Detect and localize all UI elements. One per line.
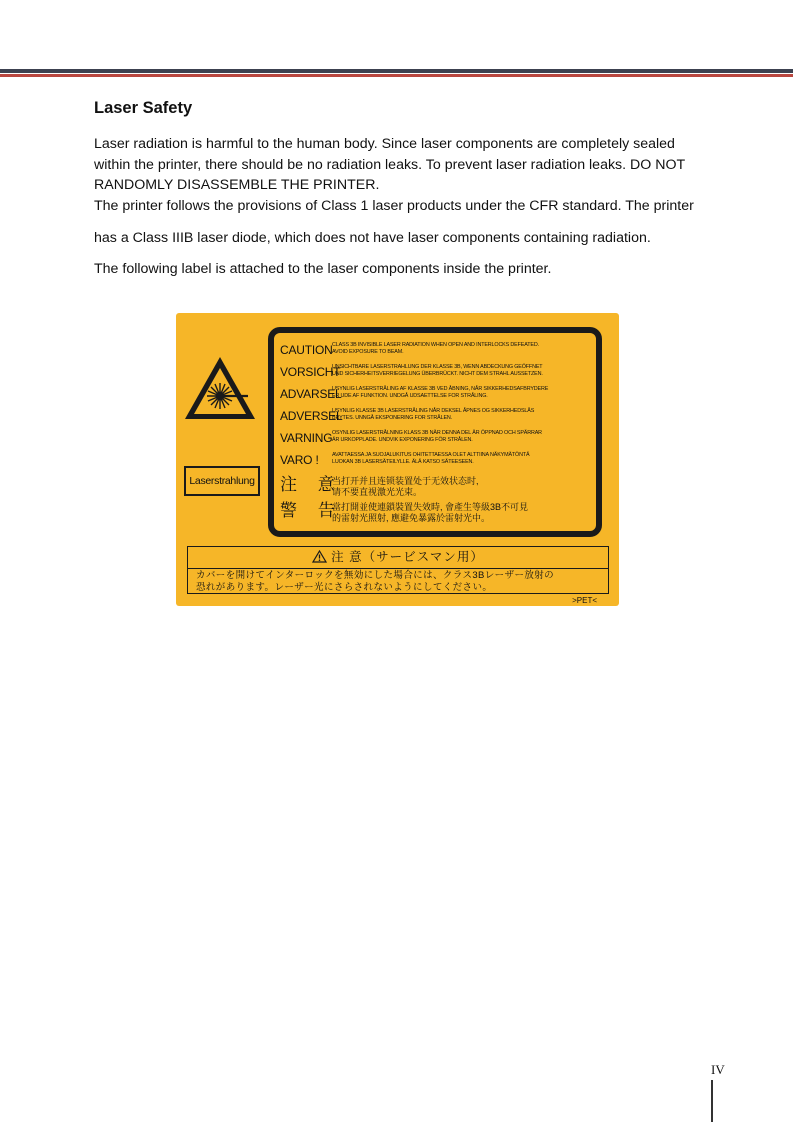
warning-triangle-icon (312, 550, 327, 563)
warning-text: USYNLIG LASERSTRÅLING AF KLASSE 3B VED ÅBNING, NÅR SIKKERHEDSAFBRYDERE ER UDE AF FUNKTION. UNDGÅ UDSAETTELSE FOR STRÅLING. (332, 386, 549, 399)
header-rule-dark (0, 69, 793, 73)
paragraph-line: The following label is attached to the laser components inside the printer. (94, 261, 552, 277)
warning-word: 注 意 (280, 475, 343, 494)
paragraph-line: has a Class IIIB laser diode, which does not have laser components containing radiation. (94, 230, 651, 246)
laser-warning-label (176, 313, 619, 606)
label-intro-paragraph (94, 259, 734, 280)
warning-word: 警 告 (280, 501, 343, 520)
section-title: Laser Safety (94, 99, 193, 117)
warning-text: 當打開並使連鎖裝置失效時, 會產生等級3B不可見 的雷射光照射, 應避免暴露於雷射光中。 (332, 502, 529, 523)
service-caution-text (196, 570, 606, 593)
jp-line: 恐れがあります。レーザー光にさらされないようにしてください。 (196, 581, 493, 593)
paragraph-line: Laser radiation is harmful to the human body. Since laser components are completely sealed (94, 136, 675, 152)
warning-text: AVATTAESSA JA SUOJALUKITUS OHITETTAESSA OLET ALTTIINA NÄKYMÄTÖNTÄ LUOKAN 3B LASERSÄTEILYLLE. ÄLÄ KATSO SÄTEESEEN. (332, 452, 530, 465)
warning-word: VARNING (280, 431, 333, 445)
intro-paragraph (94, 134, 734, 216)
warning-text: CLASS 3B INVISIBLE LASER RADIATION WHEN OPEN AND INTERLOCKS DEFEATED. AVOID EXPOSURE TO BEAM. (332, 342, 539, 355)
warning-text: UNSICHTBARE LASERSTRAHLUNG DER KLASSE 3B, WENN ABDECKUNG GEÖFFNET UND SICHERHEITSVERRIEGELUNG ÜBERBRÜCKT. NICHT DEM STRAHL AUSSETZEN. (332, 364, 543, 377)
header-rule-red (0, 74, 793, 77)
caution-panel (268, 327, 602, 537)
jp-line: カバーを開けてインターロックを無効にした場合には、クラス3Bレーザー放射の (196, 570, 555, 581)
warning-text: OSYNLIG LASERSTRÅLNING KLASS 3B NÄR DENNA DEL ÄR ÖPPNAD OCH SPÄRRAR ÄR URKOPPLADE. UNDVIK EXPONERING FÖR STRÅLEN. (332, 430, 542, 443)
laser-warning-triangle-icon (182, 353, 258, 423)
page-number: IV (711, 1062, 725, 1077)
warning-word: VORSICHT (280, 365, 341, 379)
warning-text: 当打开并且连锁装置处于无效状态时, 请不要直视激光光束。 (332, 476, 479, 497)
page-number-bar (711, 1080, 713, 1122)
laserstrahlung-label: Laserstrahlung (184, 466, 260, 496)
warning-word: VARO ! (280, 453, 319, 467)
warning-word: ADVERSEL (280, 409, 343, 423)
warning-word: ADVARSEL (280, 387, 342, 401)
paragraph-line: The printer follows the provisions of Class 1 laser products under the CFR standard. The printer (94, 197, 694, 214)
paragraph-line: RANDOMLY DISASSEMBLE THE PRINTER. (94, 177, 380, 193)
service-caution-heading (188, 547, 608, 569)
service-caution-heading-text: 注 意（サービスマン用） (331, 550, 484, 564)
warning-text: USYNLIG KLASSE 3B LASERSTRÅLING NÅR DEKSEL ÅPNES OG SIKKERHEDSLÅS BRYTES. UNNGÅ EKSPONERING FOR STRÅLEN. (332, 408, 535, 421)
service-caution-box (187, 546, 609, 594)
material-mark: >PET< (572, 596, 597, 605)
warning-word: CAUTION (280, 343, 333, 357)
paragraph-line: within the printer, there should be no radiation leaks. To prevent laser radiation leaks. DO NOT (94, 156, 686, 173)
class-paragraph (94, 228, 734, 249)
